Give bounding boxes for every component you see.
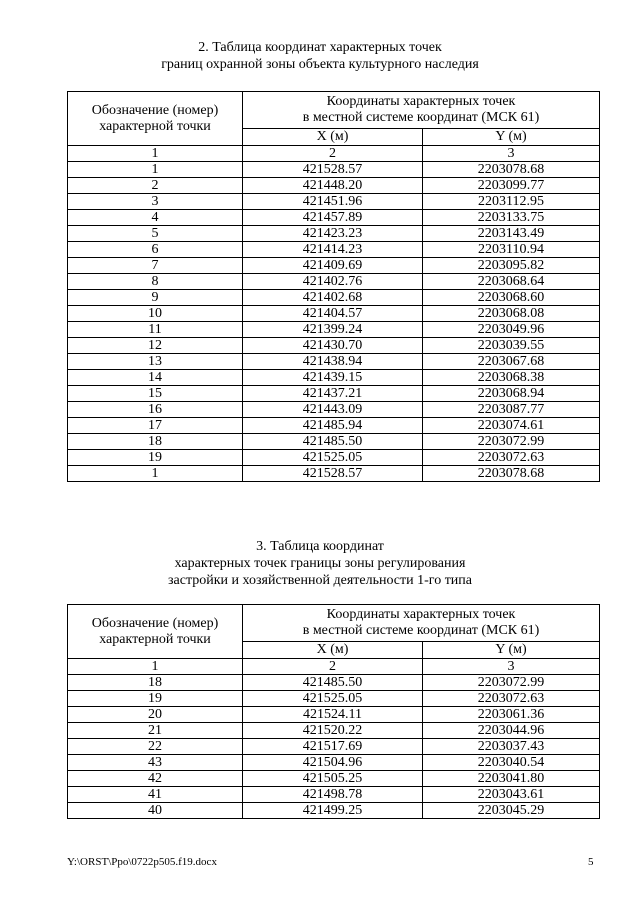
x-coordinate: 421485.50 [243, 675, 423, 691]
x-coordinate: 421402.76 [243, 274, 423, 290]
table-row [68, 466, 600, 482]
y-coordinate: 2203095.82 [423, 258, 600, 274]
point-number: 6 [68, 242, 243, 258]
x-coordinate: 421525.05 [243, 691, 423, 707]
x-coordinate: 421430.70 [243, 338, 423, 354]
y-coordinate: 2203067.68 [423, 354, 600, 370]
table-row [68, 210, 600, 226]
y-coordinate: 2203068.64 [423, 274, 600, 290]
y-coordinate: 2203068.94 [423, 386, 600, 402]
point-number: 3 [68, 194, 243, 210]
y-coordinate: 2203112.95 [423, 194, 600, 210]
x-coordinate: 421448.20 [243, 178, 423, 194]
point-number: 20 [68, 707, 243, 723]
y-coordinate: 2203133.75 [423, 210, 600, 226]
table-row [68, 418, 600, 434]
table-row [68, 691, 600, 707]
point-number: 41 [68, 787, 243, 803]
table3-title-line: характерных точек границы зоны регулирования [174, 556, 466, 571]
x-coordinate: 421451.96 [243, 194, 423, 210]
point-number: 17 [68, 418, 243, 434]
header-x: X (м) [243, 129, 423, 146]
point-number: 10 [68, 306, 243, 322]
x-coordinate: 421399.24 [243, 322, 423, 338]
y-coordinate: 2203110.94 [423, 242, 600, 258]
table-row [68, 226, 600, 242]
column-number: 3 [423, 659, 600, 675]
y-coordinate: 2203039.55 [423, 338, 600, 354]
point-number: 16 [68, 402, 243, 418]
table-row [68, 707, 600, 723]
y-coordinate: 2203072.99 [423, 675, 600, 691]
table-row [68, 787, 600, 803]
table2-title [0, 39, 640, 73]
table-row [68, 675, 600, 691]
table-row [68, 370, 600, 386]
table-row [68, 755, 600, 771]
y-coordinate: 2203043.61 [423, 787, 600, 803]
point-number: 22 [68, 739, 243, 755]
header-point-designation: Обозначение (номер) характерной точки [68, 92, 243, 146]
y-coordinate: 2203143.49 [423, 226, 600, 242]
point-number: 1 [68, 466, 243, 482]
x-coordinate: 421528.57 [243, 162, 423, 178]
y-coordinate: 2203068.38 [423, 370, 600, 386]
point-number: 13 [68, 354, 243, 370]
table3-coordinates [67, 604, 600, 819]
x-coordinate: 421423.23 [243, 226, 423, 242]
x-coordinate: 421485.50 [243, 434, 423, 450]
y-coordinate: 2203061.36 [423, 707, 600, 723]
table2-body [68, 162, 600, 482]
table-row [68, 306, 600, 322]
x-coordinate: 421505.25 [243, 771, 423, 787]
table-row [68, 402, 600, 418]
y-coordinate: 2203068.08 [423, 306, 600, 322]
page-number: 5 [588, 856, 594, 868]
header-coordinates-line: в местной системе координат (МСК 61) [302, 110, 540, 125]
header-coordinates [243, 605, 600, 642]
point-number: 19 [68, 450, 243, 466]
footer-file-path: Y:\ORST\Ppo\0722p505.f19.docx [67, 856, 217, 868]
y-coordinate: 2203078.68 [423, 162, 600, 178]
x-coordinate: 421457.89 [243, 210, 423, 226]
y-coordinate: 2203078.68 [423, 466, 600, 482]
point-number: 2 [68, 178, 243, 194]
point-number: 15 [68, 386, 243, 402]
header-y: Y (м) [423, 642, 600, 659]
table-row [68, 450, 600, 466]
header-x: X (м) [243, 642, 423, 659]
point-number: 43 [68, 755, 243, 771]
table-row [68, 242, 600, 258]
x-coordinate: 421409.69 [243, 258, 423, 274]
header-coordinates-line: в местной системе координат (МСК 61) [302, 623, 540, 638]
x-coordinate: 421517.69 [243, 739, 423, 755]
header-y: Y (м) [423, 129, 600, 146]
table-row [68, 274, 600, 290]
point-number: 12 [68, 338, 243, 354]
y-coordinate: 2203044.96 [423, 723, 600, 739]
x-coordinate: 421525.05 [243, 450, 423, 466]
x-coordinate: 421499.25 [243, 803, 423, 819]
table-row [68, 723, 600, 739]
x-coordinate: 421520.22 [243, 723, 423, 739]
header-point-designation: Обозначение (номер) характерной точки [68, 605, 243, 659]
table-row [68, 322, 600, 338]
x-coordinate: 421402.68 [243, 290, 423, 306]
table-row [68, 194, 600, 210]
x-coordinate: 421438.94 [243, 354, 423, 370]
table2-title-line: 2. Таблица координат характерных точек [198, 40, 442, 55]
x-coordinate: 421404.57 [243, 306, 423, 322]
y-coordinate: 2203072.63 [423, 691, 600, 707]
point-number: 14 [68, 370, 243, 386]
table-row [68, 258, 600, 274]
table-row [68, 290, 600, 306]
table-row [68, 338, 600, 354]
x-coordinate: 421414.23 [243, 242, 423, 258]
point-number: 18 [68, 434, 243, 450]
table-row [68, 771, 600, 787]
point-number: 9 [68, 290, 243, 306]
table-row [68, 162, 600, 178]
header-coordinates-line: Координаты характерных точек [326, 94, 516, 109]
point-number: 5 [68, 226, 243, 242]
column-number: 2 [243, 659, 423, 675]
y-coordinate: 2203037.43 [423, 739, 600, 755]
y-coordinate: 2203041.80 [423, 771, 600, 787]
point-number: 19 [68, 691, 243, 707]
point-number: 40 [68, 803, 243, 819]
x-coordinate: 421498.78 [243, 787, 423, 803]
x-coordinate: 421485.94 [243, 418, 423, 434]
table-row [68, 803, 600, 819]
x-coordinate: 421443.09 [243, 402, 423, 418]
y-coordinate: 2203049.96 [423, 322, 600, 338]
point-number: 1 [68, 162, 243, 178]
x-coordinate: 421437.21 [243, 386, 423, 402]
x-coordinate: 421439.15 [243, 370, 423, 386]
table3-title-line: застройки и хозяйственной деятельности 1-го типа [167, 573, 473, 588]
x-coordinate: 421504.96 [243, 755, 423, 771]
table-row [68, 739, 600, 755]
point-number: 18 [68, 675, 243, 691]
y-coordinate: 2203087.77 [423, 402, 600, 418]
header-coordinates-line: Координаты характерных точек [326, 607, 516, 622]
table-row [68, 178, 600, 194]
y-coordinate: 2203074.61 [423, 418, 600, 434]
y-coordinate: 2203045.29 [423, 803, 600, 819]
table2-coordinates [67, 91, 600, 482]
table3-title [0, 538, 640, 589]
table2-title-line: границ охранной зоны объекта культурного наследия [161, 57, 479, 72]
table3-title-line: 3. Таблица координат [256, 539, 384, 554]
point-number: 11 [68, 322, 243, 338]
point-number: 7 [68, 258, 243, 274]
header-coordinates [243, 92, 600, 129]
y-coordinate: 2203099.77 [423, 178, 600, 194]
table-row [68, 434, 600, 450]
y-coordinate: 2203072.63 [423, 450, 600, 466]
column-number: 2 [243, 146, 423, 162]
point-number: 8 [68, 274, 243, 290]
point-number: 4 [68, 210, 243, 226]
table-row [68, 386, 600, 402]
point-number: 21 [68, 723, 243, 739]
x-coordinate: 421524.11 [243, 707, 423, 723]
column-number: 3 [423, 146, 600, 162]
point-number: 42 [68, 771, 243, 787]
column-number: 1 [68, 659, 243, 675]
table3-body [68, 675, 600, 819]
column-number: 1 [68, 146, 243, 162]
x-coordinate: 421528.57 [243, 466, 423, 482]
table-row [68, 354, 600, 370]
y-coordinate: 2203040.54 [423, 755, 600, 771]
y-coordinate: 2203072.99 [423, 434, 600, 450]
y-coordinate: 2203068.60 [423, 290, 600, 306]
